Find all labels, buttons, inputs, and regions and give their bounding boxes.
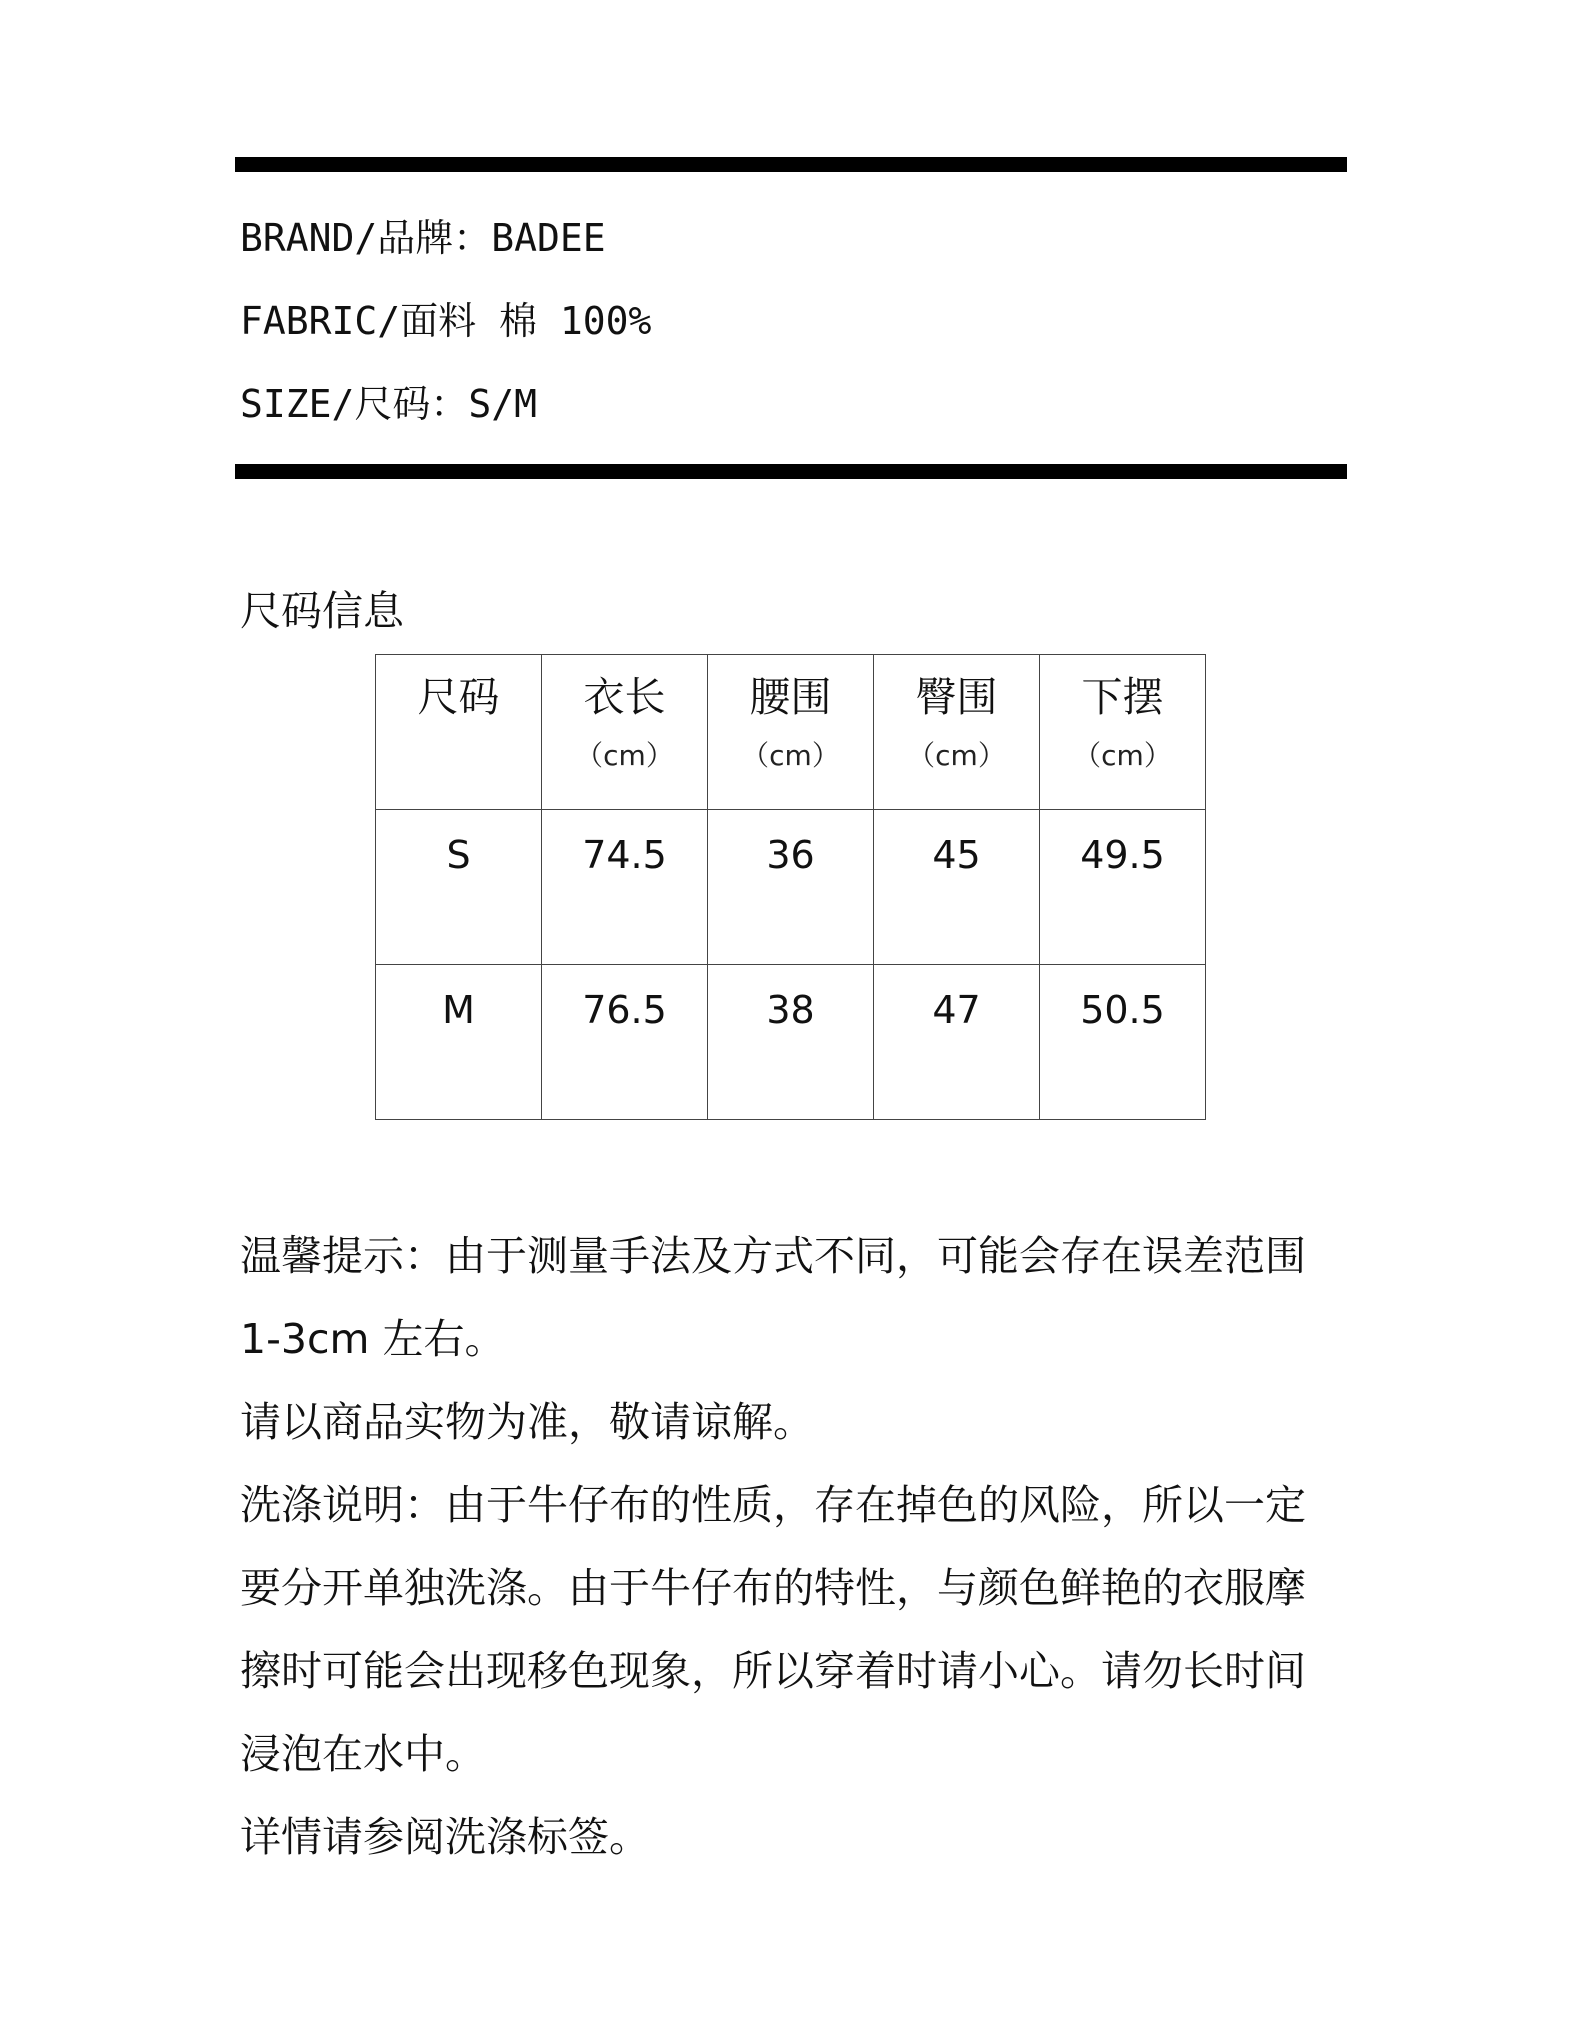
table-cell xyxy=(542,810,708,965)
table-row xyxy=(376,965,1206,1120)
cell-value: 38 xyxy=(766,988,815,1032)
header-cell xyxy=(376,655,542,810)
table-row xyxy=(376,810,1206,965)
table-cell xyxy=(1040,810,1206,965)
note-line: 温馨提示：由于测量手法及方式不同，可能会存在误差范围 xyxy=(240,1232,1306,1280)
note-line: 1-3cm 左右。 xyxy=(240,1315,506,1363)
note-line: 要分开单独洗涤。由于牛仔布的特性，与颜色鲜艳的衣服摩 xyxy=(240,1564,1306,1612)
table-cell xyxy=(708,965,874,1120)
bottom-divider xyxy=(235,464,1347,479)
table-header-row xyxy=(376,655,1206,810)
table-cell xyxy=(874,965,1040,1120)
notes-section xyxy=(240,1215,1350,1879)
header-label: 腰围 xyxy=(749,673,832,721)
top-divider xyxy=(235,157,1347,172)
note-line: 请以商品实物为准，敬请谅解。 xyxy=(240,1398,814,1446)
table-cell xyxy=(874,810,1040,965)
cell-value: 36 xyxy=(766,833,815,877)
size-line: SIZE/尺码：S/M xyxy=(240,382,538,426)
header-unit: （cm） xyxy=(1073,739,1172,772)
cell-value: 45 xyxy=(932,833,981,877)
size-info-title: 尺码信息 xyxy=(240,587,404,635)
header-cell xyxy=(542,655,708,810)
header-label: 下摆 xyxy=(1081,673,1164,721)
header-label: 臀围 xyxy=(915,673,998,721)
note-line: 浸泡在水中。 xyxy=(240,1730,486,1778)
cell-value: 49.5 xyxy=(1080,833,1165,877)
table-cell xyxy=(1040,965,1206,1120)
cell-value: M xyxy=(442,988,475,1032)
table-cell xyxy=(376,965,542,1120)
brand-line: BRAND/品牌：BADEE xyxy=(240,216,606,260)
fabric-line: FABRIC/面料 棉 100% xyxy=(240,299,652,343)
header-unit: （cm） xyxy=(575,739,674,772)
note-line: 擦时可能会出现移色现象，所以穿着时请小心。请勿长时间 xyxy=(240,1647,1306,1695)
header-label: 衣长 xyxy=(583,673,666,721)
cell-value: 74.5 xyxy=(582,833,667,877)
note-line: 详情请参阅洗涤标签。 xyxy=(240,1813,650,1861)
header-cell xyxy=(1040,655,1206,810)
table-cell xyxy=(542,965,708,1120)
cell-value: 47 xyxy=(932,988,981,1032)
cell-value: 76.5 xyxy=(582,988,667,1032)
size-table xyxy=(375,654,1206,1120)
header-cell xyxy=(874,655,1040,810)
header-unit: （cm） xyxy=(741,739,840,772)
cell-value: S xyxy=(446,833,471,877)
table-cell xyxy=(708,810,874,965)
header-label: 尺码 xyxy=(417,673,500,721)
header-unit: （cm） xyxy=(907,739,1006,772)
note-line: 洗涤说明：由于牛仔布的性质，存在掉色的风险，所以一定 xyxy=(240,1481,1306,1529)
header-cell xyxy=(708,655,874,810)
cell-value: 50.5 xyxy=(1080,988,1165,1032)
table-cell xyxy=(376,810,542,965)
